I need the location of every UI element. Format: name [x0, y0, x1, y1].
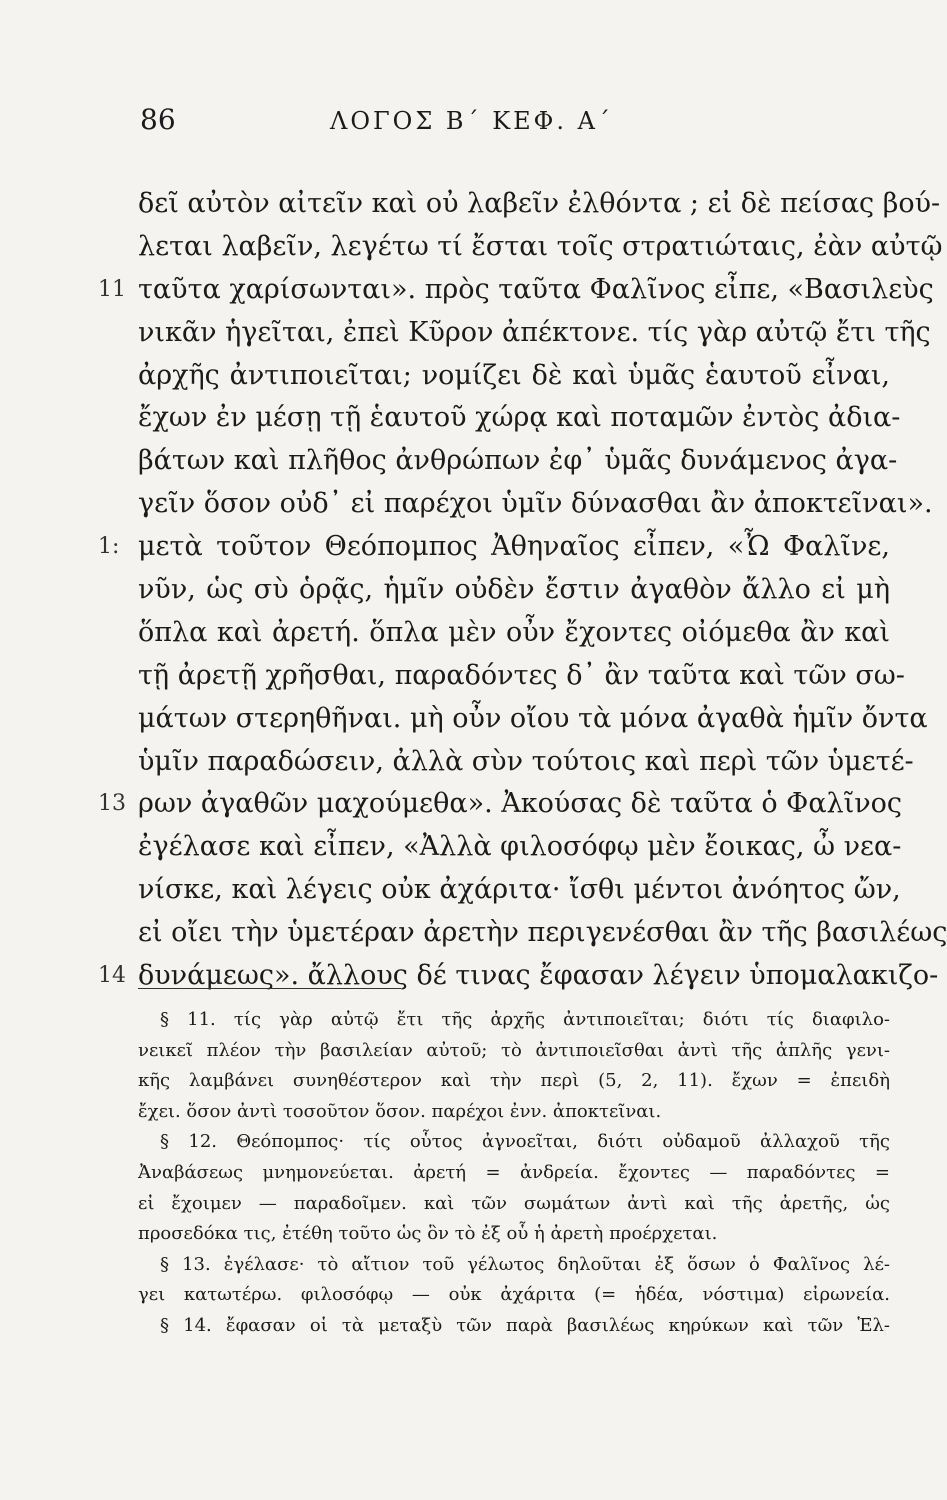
commentary-notes	[138, 1005, 890, 1342]
text-line	[138, 397, 901, 440]
text-line	[138, 483, 933, 526]
page-number: 86	[140, 103, 176, 136]
line-text: μετὰ τοῦτον Θεόπομπος Ἀθηναῖος εἶπεν, «Ὦ Φαλῖνε,	[138, 531, 890, 563]
line-text: βάτων καὶ πλῆθος ἀνθρώπων ἐφ᾽ ὑμᾶς δυνάμενος ἀγα-	[138, 445, 898, 477]
line-text: εἰ οἴει τὴν ὑμετέραν ἀρετὴν περιγενέσθαι ἂν τῆς βασιλέως	[138, 917, 947, 949]
section-number: 14	[98, 963, 126, 989]
main-text	[98, 183, 947, 998]
text-line	[138, 612, 890, 655]
line-text: ἐγέλασε καὶ εἶπεν, «Ἀλλὰ φιλοσόφῳ μὲν ἔοικας, ὦ νεα-	[138, 831, 902, 863]
line-text: ἔχων ἐν μέσῃ τῇ ἑαυτοῦ χώρᾳ καὶ ποταμῶν ἐντὸς ἀδια-	[138, 402, 901, 434]
text-line	[138, 912, 947, 955]
line-text: νίσκε, καὶ λέγεις οὐκ ἀχάριτα· ἴσθι μέντοι ἀνόητος ὤν,	[138, 874, 901, 906]
line-text: ὅπλα καὶ ἀρετή. ὅπλα μὲν οὖν ἔχοντες οἰόμεθα ἂν καὶ	[138, 616, 890, 648]
note-line: νεικεῖ πλέον τὴν βασιλείαν αὐτοῦ; τὸ ἀντιποιεῖσθαι ἀντὶ τῆς ἁπλῆς γενι-	[138, 1039, 890, 1061]
line-text: νικᾶν ἡγεῖται, ἐπεὶ Κῦρον ἀπέκτονε. τίς γὰρ αὐτῷ ἔτι τῆς	[138, 316, 931, 348]
note-line: ἔχει. ὅσον ἀντὶ τοσοῦτον ὅσον. παρέχοι ἐνν. ἀποκτεῖναι.	[138, 1100, 662, 1122]
note-line: § 12. Θεόπομπος· τίς οὗτος ἀγνοεῖται, διότι οὐδαμοῦ ἀλλαχοῦ τῆς	[160, 1131, 890, 1153]
note-line: § 11. τίς γὰρ αὐτῷ ἔτι τῆς ἀρχῆς ἀντιποιεῖται; διότι τίς διαφιλο-	[160, 1009, 890, 1030]
text-line	[138, 869, 901, 912]
text-line	[138, 312, 931, 355]
footnote-rule	[138, 988, 401, 989]
text-line	[138, 226, 943, 269]
page-header	[0, 103, 943, 143]
line-text: μάτων στερηθῆναι. μὴ οὖν οἴου τὰ μόνα ἀγαθὰ ἡμῖν ὄντα	[138, 702, 928, 734]
line-text: τῇ ἀρετῇ χρῆσθαι, παραδόντες δ᾽ ἂν ταῦτα καὶ τῶν σω-	[138, 659, 905, 691]
running-head: ΛΟΓΟΣ Β΄ ΚΕΦ. Α΄	[330, 107, 613, 135]
text-line	[98, 955, 939, 998]
note-line: § 14. ἔφασαν οἱ τὰ μεταξὺ τῶν παρὰ βασιλέως κηρύκων καὶ τῶν Ἑλ-	[160, 1314, 890, 1336]
section-number: 13	[98, 791, 126, 817]
text-line	[98, 269, 934, 312]
text-line	[138, 183, 941, 226]
line-text: ὑμῖν παραδώσειν, ἀλλὰ σὺν τούτοις καὶ περὶ τῶν ὑμετέ-	[138, 745, 914, 777]
text-line	[138, 355, 890, 398]
text-line	[138, 698, 928, 741]
text-line	[98, 526, 890, 569]
text-line	[138, 741, 914, 784]
line-text: λεται λαβεῖν, λεγέτω τί ἔσται τοῖς στρατιώταις, ἐὰν αὐτῷ	[138, 230, 943, 262]
text-line	[138, 440, 898, 483]
note-line: Ἀναβάσεως μνημονεύεται. ἀρετή = ἀνδρεία. ἔχοντες — παραδόντες =	[138, 1161, 890, 1183]
text-line	[138, 655, 905, 698]
line-text: ρων ἀγαθῶν μαχούμεθα». Ἀκούσας δὲ ταῦτα ὁ Φαλῖνος	[138, 788, 903, 820]
line-text: ἀρχῆς ἀντιποιεῖται; νομίζει δὲ καὶ ὑμᾶς ἑαυτοῦ εἶναι,	[138, 359, 890, 391]
section-number: 1:	[98, 534, 120, 560]
text-line	[98, 783, 903, 826]
line-text: δεῖ αὐτὸν αἰτεῖν καὶ οὐ λαβεῖν ἐλθόντα ; εἰ δὲ πείσας βού-	[138, 188, 941, 219]
line-text: νῦν, ὡς σὺ ὁρᾷς, ἡμῖν οὐδὲν ἔστιν ἀγαθὸν ἄλλο εἰ μὴ	[138, 574, 890, 606]
line-text: γεῖν ὅσον οὐδ᾽ εἰ παρέχοι ὑμῖν δύνασθαι ἂν ἀποκτεῖναι».	[138, 488, 933, 520]
note-line: προσεδόκα τις, ἐτέθη τοῦτο ὡς ὃν τὸ ἐξ οὗ ἡ ἀρετὴ προέρχεται.	[138, 1223, 718, 1245]
note-line: εἰ ἔχοιμεν — παραδοῖμεν. καὶ τῶν σωμάτων ἀντὶ καὶ τῆς ἀρετῆς, ὡς	[138, 1192, 890, 1214]
line-text: δυνάμεως». ἄλλους δέ τινας ἔφασαν λέγειν ὑπομαλακιζο-	[138, 960, 939, 992]
text-line	[138, 826, 902, 869]
note-line: κῆς λαμβάνει συνηθέστερον καὶ τὴν περὶ (5, 2, 11). ἔχων = ἐπειδὴ	[138, 1070, 890, 1092]
text-line	[138, 569, 890, 612]
line-text: ταῦτα χαρίσωνται». πρὸς ταῦτα Φαλῖνος εἶπε, «Βασιλεὺς	[138, 273, 934, 305]
section-number: 11	[98, 276, 126, 302]
note-line: § 13. ἐγέλασε· τὸ αἴτιον τοῦ γέλωτος δηλοῦται ἐξ ὅσων ὁ Φαλῖνος λέ-	[160, 1253, 890, 1275]
note-line: γει κατωτέρω. φιλοσόφῳ — οὐκ ἀχάριτα (= ἡδέα, νόστιμα) εἰρωνεία.	[138, 1284, 890, 1306]
